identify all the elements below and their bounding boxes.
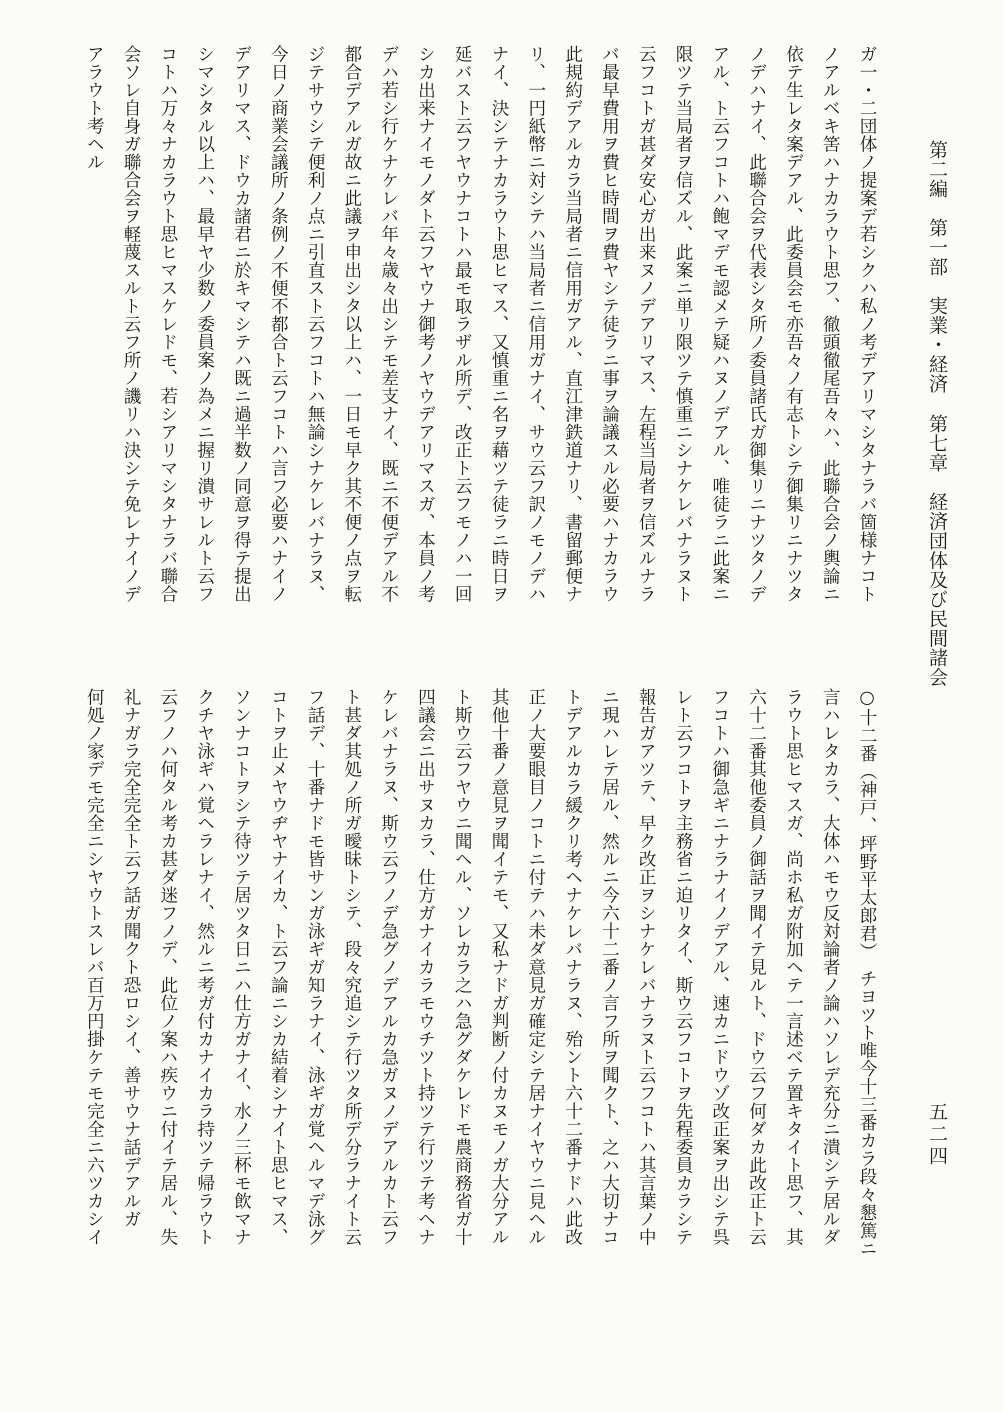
lower-text-block: [75, 688, 885, 1318]
text-line: デアリマス、ドウカ諸君ニ於キマシテハ既ニ過半数ノ同意ヲ得テ提出: [231, 45, 252, 603]
text-line: ラウト思ヒマスガ、尚ホ私ガ附加ヘテ一言述ベテ置キタイト思フ、其: [783, 688, 804, 1246]
text-line: ノアルベキ筈ハナカラウト思フ、徹頭徹尾吾々ハ、此聯合会ノ輿論ニ: [820, 45, 841, 603]
text-line: ガ一・二団体ノ提案デ若シクハ私ノ考デアリマシタナラバ箇様ナコト: [857, 45, 877, 603]
page-number: 五二四: [926, 1102, 948, 1168]
text-line: ケレバナラヌ、斯ウ云フノデ急グノデアルカ急ガヌノデアルカト云フ: [378, 688, 399, 1246]
running-head: [922, 140, 952, 688]
text-line: ナイ、決シテナカラウト思ヒマス、又慎重ニ名ヲ藉ツテ徒ラニ時日ヲ: [489, 45, 510, 603]
text-line: 会ソレ自身ガ聯合会ヲ軽蔑スルト云フ所ノ譏リハ決シテ免レナイノデ: [121, 45, 142, 603]
text-line: ノデハナイ、此聯合会ヲ代表シタ所ノ委員諸氏ガ御集リニナツタノデ: [746, 45, 767, 603]
text-line: 依テ生レタ案デアル、此委員会モ亦吾々ノ有志トシテ御集リニナツタ: [783, 45, 804, 603]
text-line: 六十二番其他委員ノ御話ヲ聞イテ見ルト、ドウ云フ何ダカ此改正ト云: [746, 688, 767, 1246]
text-line: 其他十番ノ意見ヲ聞イテモ、又私ナドガ判断ノ付カヌモノガ大分アル: [489, 688, 510, 1246]
text-line: ト甚ダ其処ノ所ガ曖昧トシテ、段々究追シテ行ツタ所デ分ラナイト云: [341, 688, 362, 1246]
text-line: ○十二番（神戸、坪野平太郎君） チヨツト唯今十三番カラ段々懇篤ニ: [857, 688, 877, 1258]
text-line: 云フノハ何タル考カ甚ダ迷フノデ、此位ノ案ハ疾ウニ付イテ居ル、失: [157, 688, 178, 1246]
text-line: トデアルカラ緩クリ考ヘナケレバナラヌ、殆ント六十二番ナドハ此改: [562, 688, 583, 1246]
text-line: 四議会ニ出サヌカラ、仕方ガナイカラモウチツト持ツテ行ツテ考ヘナ: [415, 688, 436, 1246]
text-line: フ話デ、十番ナドモ皆サンガ泳ギガ知ラナイ、泳ギガ覚ヘルマデ泳グ: [305, 688, 326, 1246]
text-line: コトハ万々ナカラウト思ヒマスケレドモ、若シアリマシタナラバ聯合: [157, 45, 178, 603]
text-line: ジテサウシテ便利ノ点ニ引直スト云フコトハ無論シナケレバナラヌ、: [305, 45, 326, 603]
text-line: 言ハレタカラ、大体ハモウ反対論者ノ論ハソレデ充分ニ潰シテ居ルダ: [820, 688, 841, 1246]
text-line: シマシタル以上ハ、最早ヤ少数ノ委員案ノ為メニ握リ潰サレルト云フ: [194, 45, 215, 603]
text-line: アル、ト云フコトハ飽マデモ認メテ疑ハヌノデアル、唯徒ラニ此案ニ: [709, 45, 730, 603]
text-line: レト云フコトヲ主務省ニ迫リタイ、斯ウ云フコトヲ先程委員カラシテ: [673, 688, 694, 1246]
text-line: デハ若シ行ケナケレバ年々歳々出シテモ差支ナイ、既ニ不便デアル不: [378, 45, 399, 603]
text-line: リ、一円紙幣ニ対シテハ当局者ニ信用ガナイ、サウ云フ訳ノモノデハ: [525, 45, 546, 603]
text-line: フコトハ御急ギニナラナイノデアル、速カニドウゾ改正案ヲ出シテ呉: [709, 688, 730, 1246]
text-line: 何処ノ家デモ完全ニシヤウトスレバ百万円掛ケテモ完全ニ六ツカシイ: [84, 688, 105, 1246]
text-line: クチヤ泳ギハ覚ヘラレナイ、然ルニ考ガ付カナイカラ持ツテ帰ラウト: [194, 688, 215, 1246]
running-head-chapter: 第七章 経済団体及び民間諸会: [926, 414, 948, 688]
text-line: ソンナコトヲシテ待ツテ居ツタ日ニハ仕方ガナイ、水ノ三杯モ飲マナ: [231, 688, 252, 1246]
text-line: ニ現ハレテ居ル、然ルニ今六十二番ノ言フ所ヲ聞クト、之ハ大切ナコ: [599, 688, 620, 1246]
text-line: シカ出来ナイモノダト云フヤウナ御考ノヤウデアリマスガ、本員ノ考: [415, 45, 436, 603]
text-line: 延バスト云フヤウナコトハ最モ取ラザル所デ、改正ト云フモノハ一回: [452, 45, 473, 603]
text-line: 此規約デアルカラ当局者ニ信用ガアル、直江津鉄道ナリ、書留郵便ナ: [562, 45, 583, 603]
text-line: 礼ナガラ完全完全ト云フ話ガ聞クト恐ロシイ、善サウナ話デアルガ: [121, 688, 142, 1228]
text-line: アラウト考ヘル: [84, 45, 105, 171]
text-line: 云フコトガ甚ダ安心ガ出来ヌノデアリマス、左程当局者ヲ信ズルナラ: [636, 45, 657, 603]
text-line: 限ツテ当局者ヲ信ズル、此案ニ単リ限ツテ慎重ニシナケレバナラヌト: [673, 45, 694, 603]
text-line: 報告ガアツテ、早ク改正ヲシナケレバナラヌト云フコトハ其言葉ノ中: [636, 688, 657, 1246]
text-line: バ最早費用ヲ費ヒ時間ヲ費ヤシテ徒ラニ事ヲ論議スル必要ハナカラウ: [599, 45, 620, 603]
text-line: ト斯ウ云フヤウニ聞ヘル、ソレカラ之ハ急グダケレドモ農商務省ガ十: [452, 688, 473, 1246]
text-line: 都合デアルガ故ニ此議ヲ申出シタ以上ハ、一日モ早ク其不便ノ点ヲ転: [341, 45, 362, 603]
text-line: コトヲ止メヤウヂヤナイカ、ト云フ論ニシカ結着シナイト思ヒマス、: [268, 688, 289, 1246]
running-head-part: 第二編 第一部 実業・経済: [926, 140, 948, 394]
text-line: 正ノ大要眼目ノコトニ付テハ未ダ意見ガ確定シテ居ナイヤウニ見ヘル: [525, 688, 546, 1246]
text-line: 今日ノ商業会議所ノ条例ノ不便不都合ト云フコトハ言フ必要ハナイノ: [268, 45, 289, 603]
upper-text-block: [75, 45, 885, 645]
